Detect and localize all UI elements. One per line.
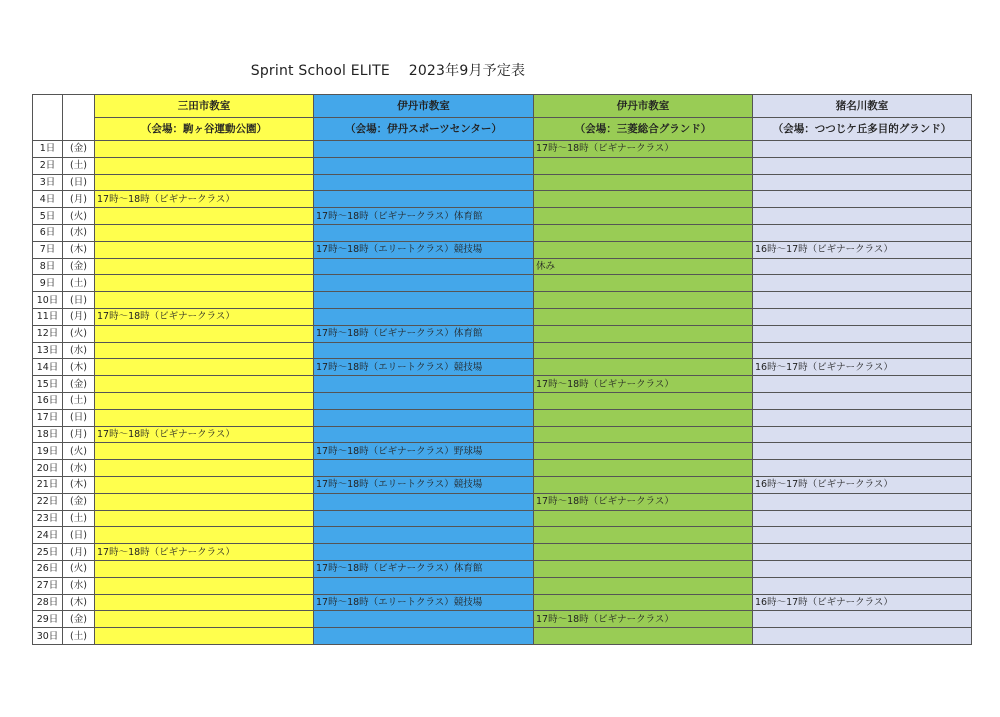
table-row [33,258,972,275]
cell-inagawa [753,191,972,208]
cell-itami-mitsubishi [534,476,753,493]
table-row [33,628,972,645]
table-row [33,308,972,325]
day-cell: 21日 [33,476,63,493]
cell-itami-sports [314,157,534,174]
cell-sanda [95,594,314,611]
cell-itami-mitsubishi [534,510,753,527]
cell-itami-sports [314,577,534,594]
table-row [33,141,972,158]
day-cell: 15日 [33,376,63,393]
cell-itami-mitsubishi: 17時～18時（ビギナークラス） [534,493,753,510]
cell-itami-mitsubishi [534,392,753,409]
table-row [33,476,972,493]
day-cell: 17日 [33,409,63,426]
cell-inagawa [753,342,972,359]
cell-sanda [95,359,314,376]
cell-itami-mitsubishi [534,292,753,309]
cell-sanda [95,527,314,544]
blank-header-day [33,95,63,141]
cell-inagawa: 16時～17時（ビギナークラス） [753,359,972,376]
cell-inagawa [753,510,972,527]
weekday-cell: (日) [63,292,95,309]
cell-itami-sports [314,628,534,645]
table-row [33,208,972,225]
cell-itami-sports [314,342,534,359]
cell-sanda [95,611,314,628]
table-row [33,544,972,561]
cell-sanda [95,208,314,225]
weekday-cell: (木) [63,241,95,258]
cell-sanda [95,376,314,393]
cell-sanda [95,224,314,241]
day-cell: 12日 [33,325,63,342]
cell-itami-mitsubishi [534,325,753,342]
weekday-cell: (日) [63,409,95,426]
table-row [33,359,972,376]
cell-itami-sports [314,191,534,208]
cell-itami-mitsubishi [534,157,753,174]
day-cell: 11日 [33,308,63,325]
cell-inagawa [753,157,972,174]
cell-itami-mitsubishi [534,577,753,594]
weekday-cell: (土) [63,157,95,174]
day-cell: 27日 [33,577,63,594]
cell-sanda [95,241,314,258]
table-row [33,611,972,628]
table-row [33,376,972,393]
col-header-inagawa: 猪名川教室 [753,95,972,118]
cell-inagawa: 16時～17時（ビギナークラス） [753,476,972,493]
cell-itami-sports: 17時～18時（エリートクラス）競技場 [314,359,534,376]
cell-itami-mitsubishi [534,560,753,577]
table-row [33,443,972,460]
weekday-cell: (金) [63,141,95,158]
cell-sanda [95,157,314,174]
day-cell: 19日 [33,443,63,460]
day-cell: 8日 [33,258,63,275]
cell-inagawa [753,611,972,628]
cell-itami-mitsubishi [534,544,753,561]
cell-itami-sports [314,426,534,443]
cell-inagawa [753,560,972,577]
weekday-cell: (木) [63,359,95,376]
cell-itami-mitsubishi [534,308,753,325]
cell-itami-mitsubishi: 17時～18時（ビギナークラス） [534,141,753,158]
cell-itami-sports [314,141,534,158]
cell-inagawa [753,493,972,510]
cell-inagawa [753,174,972,191]
cell-itami-mitsubishi [534,359,753,376]
cell-itami-mitsubishi [534,594,753,611]
cell-sanda: 17時～18時（ビギナークラス） [95,191,314,208]
day-cell: 1日 [33,141,63,158]
cell-inagawa [753,292,972,309]
table-row [33,577,972,594]
cell-itami-mitsubishi [534,460,753,477]
cell-sanda [95,460,314,477]
day-cell: 10日 [33,292,63,309]
cell-sanda [95,342,314,359]
schedule-table [32,94,972,645]
cell-itami-sports: 17時～18時（ビギナークラス）野球場 [314,443,534,460]
cell-itami-mitsubishi [534,342,753,359]
table-row [33,157,972,174]
col-header-itami-mitsubishi: 伊丹市教室 [534,95,753,118]
cell-sanda [95,292,314,309]
day-cell: 13日 [33,342,63,359]
cell-itami-mitsubishi [534,208,753,225]
cell-itami-sports [314,409,534,426]
day-cell: 20日 [33,460,63,477]
weekday-cell: (土) [63,510,95,527]
cell-sanda [95,577,314,594]
cell-itami-mitsubishi [534,174,753,191]
day-cell: 18日 [33,426,63,443]
cell-inagawa [753,527,972,544]
cell-inagawa [753,325,972,342]
day-cell: 6日 [33,224,63,241]
table-row [33,493,972,510]
cell-itami-sports: 17時～18時（エリートクラス）競技場 [314,241,534,258]
weekday-cell: (土) [63,392,95,409]
weekday-cell: (木) [63,594,95,611]
cell-itami-sports: 17時～18時（ビギナークラス）体育館 [314,208,534,225]
weekday-cell: (月) [63,191,95,208]
cell-inagawa: 16時～17時（ビギナークラス） [753,594,972,611]
cell-itami-mitsubishi [534,191,753,208]
cell-inagawa [753,544,972,561]
weekday-cell: (金) [63,258,95,275]
weekday-cell: (土) [63,628,95,645]
table-row [33,409,972,426]
day-cell: 23日 [33,510,63,527]
day-cell: 26日 [33,560,63,577]
cell-inagawa [753,376,972,393]
cell-itami-sports [314,275,534,292]
weekday-cell: (火) [63,443,95,460]
weekday-cell: (火) [63,325,95,342]
day-cell: 7日 [33,241,63,258]
cell-itami-sports: 17時～18時（ビギナークラス）体育館 [314,325,534,342]
cell-inagawa [753,275,972,292]
cell-itami-mitsubishi [534,275,753,292]
col-header-itami-sports: 伊丹市教室 [314,95,534,118]
weekday-cell: (水) [63,224,95,241]
header-row-names [33,95,972,118]
day-cell: 5日 [33,208,63,225]
day-cell: 4日 [33,191,63,208]
cell-sanda [95,443,314,460]
weekday-cell: (木) [63,476,95,493]
cell-itami-sports [314,611,534,628]
weekday-cell: (月) [63,426,95,443]
cell-sanda [95,258,314,275]
cell-sanda [95,141,314,158]
weekday-cell: (月) [63,544,95,561]
cell-itami-mitsubishi: 17時～18時（ビギナークラス） [534,611,753,628]
weekday-cell: (火) [63,560,95,577]
cell-itami-sports [314,174,534,191]
venue-itami-mitsubishi: （会場：三菱総合グランド） [534,118,753,141]
day-cell: 25日 [33,544,63,561]
weekday-cell: (金) [63,493,95,510]
day-cell: 28日 [33,594,63,611]
weekday-cell: (日) [63,174,95,191]
weekday-cell: (月) [63,308,95,325]
table-row [33,224,972,241]
cell-itami-sports: 17時～18時（ビギナークラス）体育館 [314,560,534,577]
day-cell: 2日 [33,157,63,174]
cell-inagawa [753,208,972,225]
cell-inagawa [753,224,972,241]
venue-sanda: （会場：駒ヶ谷運動公園） [95,118,314,141]
table-row [33,594,972,611]
cell-sanda [95,174,314,191]
cell-sanda [95,275,314,292]
weekday-cell: (金) [63,611,95,628]
cell-sanda: 17時～18時（ビギナークラス） [95,308,314,325]
blank-header-weekday [63,95,95,141]
cell-itami-sports [314,308,534,325]
cell-itami-sports [314,292,534,309]
cell-inagawa [753,460,972,477]
cell-itami-mitsubishi [534,628,753,645]
cell-inagawa [753,628,972,645]
cell-itami-sports [314,493,534,510]
table-row [33,392,972,409]
cell-inagawa [753,443,972,460]
cell-itami-sports: 17時～18時（エリートクラス）競技場 [314,594,534,611]
cell-itami-sports: 17時～18時（エリートクラス）競技場 [314,476,534,493]
cell-itami-sports [314,392,534,409]
cell-sanda [95,628,314,645]
cell-itami-mitsubishi [534,224,753,241]
table-row [33,560,972,577]
cell-sanda [95,510,314,527]
cell-sanda [95,560,314,577]
venue-inagawa: （会場：つつじケ丘多目的グランド） [753,118,972,141]
cell-itami-mitsubishi [534,443,753,460]
weekday-cell: (水) [63,342,95,359]
weekday-cell: (水) [63,577,95,594]
day-cell: 24日 [33,527,63,544]
day-cell: 30日 [33,628,63,645]
cell-itami-sports [314,258,534,275]
cell-itami-mitsubishi: 休み [534,258,753,275]
cell-itami-sports [314,224,534,241]
table-row [33,460,972,477]
cell-sanda: 17時～18時（ビギナークラス） [95,544,314,561]
cell-itami-mitsubishi [534,409,753,426]
header-row-venues [33,118,972,141]
day-cell: 29日 [33,611,63,628]
day-cell: 9日 [33,275,63,292]
cell-itami-mitsubishi [534,241,753,258]
table-row [33,241,972,258]
table-row [33,527,972,544]
cell-inagawa [753,258,972,275]
cell-sanda [95,409,314,426]
table-row [33,510,972,527]
weekday-cell: (火) [63,208,95,225]
cell-itami-sports [314,510,534,527]
cell-inagawa [753,409,972,426]
table-row [33,191,972,208]
page-title: Sprint School ELITE 2023年9月予定表 [250,63,526,79]
weekday-cell: (日) [63,527,95,544]
weekday-cell: (水) [63,460,95,477]
table-row [33,342,972,359]
cell-sanda [95,476,314,493]
venue-itami-sports: （会場：伊丹スポーツセンター） [314,118,534,141]
col-header-sanda: 三田市教室 [95,95,314,118]
cell-itami-sports [314,460,534,477]
cell-inagawa [753,577,972,594]
cell-itami-mitsubishi [534,426,753,443]
weekday-cell: (土) [63,275,95,292]
cell-itami-mitsubishi [534,527,753,544]
cell-sanda [95,493,314,510]
cell-itami-mitsubishi: 17時～18時（ビギナークラス） [534,376,753,393]
table-row [33,174,972,191]
cell-sanda [95,325,314,342]
cell-inagawa [753,308,972,325]
day-cell: 14日 [33,359,63,376]
table-row [33,292,972,309]
day-cell: 22日 [33,493,63,510]
table-row [33,275,972,292]
cell-itami-sports [314,527,534,544]
schedule-body [33,141,972,645]
day-cell: 16日 [33,392,63,409]
cell-sanda: 17時～18時（ビギナークラス） [95,426,314,443]
cell-itami-sports [314,544,534,561]
weekday-cell: (金) [63,376,95,393]
cell-inagawa [753,141,972,158]
cell-itami-sports [314,376,534,393]
table-row [33,325,972,342]
cell-sanda [95,392,314,409]
cell-inagawa: 16時～17時（ビギナークラス） [753,241,972,258]
day-cell: 3日 [33,174,63,191]
cell-inagawa [753,392,972,409]
table-row [33,426,972,443]
cell-inagawa [753,426,972,443]
